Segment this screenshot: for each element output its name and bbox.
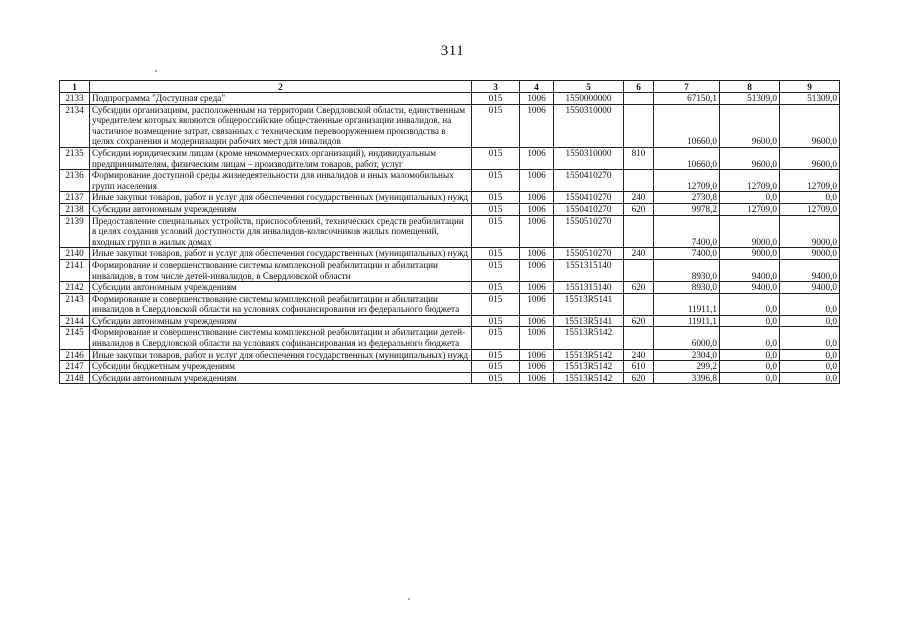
row-name: Формирование и совершенствование системы комплексной реабилитации и абилитации детей-инвалидов в Свердловской области на условиях софинансирования из федерального бюджета [90,327,472,349]
target-code: 1550310000 [554,104,624,147]
target-code: 1550410270 [554,203,624,215]
expense-kind-code: 620 [624,203,654,215]
expense-kind-code: 240 [624,248,654,260]
amount-col8: 9400,0 [720,259,780,281]
table-row [60,293,840,315]
amount-col9: 0,0 [780,349,840,361]
amount-col9: 0,0 [780,361,840,373]
table-row [60,248,840,260]
table-row [60,349,840,361]
target-code: 15513R5141 [554,293,624,315]
expense-kind-code [624,170,654,192]
target-code: 1551315140 [554,259,624,281]
expense-kind-code: 620 [624,315,654,327]
row-number: 2139 [60,215,90,248]
expense-kind-code: 240 [624,192,654,204]
amount-col7: 7400,0 [654,215,720,248]
expense-kind-code [624,259,654,281]
amount-col8: 9400,0 [720,282,780,294]
amount-col8: 9600,0 [720,147,780,169]
row-name: Формирование и совершенствование системы комплексной реабилитации и абилитации инвалидов, в том числе детей-инвалидов, в Свердловской области [90,259,472,281]
ministry-code: 015 [472,282,520,294]
table-row [60,315,840,327]
table-row [60,372,840,384]
column-header-2: 2 [90,81,472,93]
row-name: Предоставление специальных устройств, приспособлений, технических средств реабилитации в целях создания условий доступности для инвалидов-колясочников жилых помещений, входных групп в жилых домах [90,215,472,248]
section-code: 1006 [520,315,554,327]
amount-col8: 0,0 [720,361,780,373]
amount-col7: 10660,0 [654,104,720,147]
ministry-code: 015 [472,327,520,349]
expense-kind-code [624,104,654,147]
amount-col7: 8930,0 [654,259,720,281]
amount-col9: 9600,0 [780,104,840,147]
row-name: Субсидии организациям, расположенным на территории Свердловской области, единственным учредителем которых являются общероссийские общественные организации инвалидов, на частичное возмещение затрат, связанных с техническим перевооружением производства в целях сохранения и модернизации рабочих мест для инвалидов [90,104,472,147]
scan-speck [408,598,410,600]
table-row [60,147,840,169]
section-code: 1006 [520,147,554,169]
row-number: 2137 [60,192,90,204]
ministry-code: 015 [472,170,520,192]
row-number: 2144 [60,315,90,327]
amount-col9: 12709,0 [780,203,840,215]
amount-col8: 51309,0 [720,93,780,105]
row-number: 2135 [60,147,90,169]
amount-col7: 11911,1 [654,293,720,315]
amount-col9: 9000,0 [780,215,840,248]
section-code: 1006 [520,361,554,373]
row-number: 2138 [60,203,90,215]
row-name: Субсидии автономным учреждениям [90,282,472,294]
section-code: 1006 [520,192,554,204]
ministry-code: 015 [472,147,520,169]
ministry-code: 015 [472,104,520,147]
amount-col9: 51309,0 [780,93,840,105]
section-code: 1006 [520,215,554,248]
section-code: 1006 [520,327,554,349]
row-name: Формирование и совершенствование системы комплексной реабилитации и абилитации инвалидов в Свердловской области на условиях софинансирования из федерального бюджета [90,293,472,315]
section-code: 1006 [520,203,554,215]
table-row [60,192,840,204]
target-code: 1550410270 [554,192,624,204]
table-row [60,282,840,294]
expense-kind-code [624,93,654,105]
expense-kind-code [624,215,654,248]
expense-kind-code: 620 [624,282,654,294]
amount-col8: 0,0 [720,315,780,327]
table-row [60,259,840,281]
column-header-1: 1 [60,81,90,93]
amount-col8: 9600,0 [720,104,780,147]
target-code: 15513R5141 [554,315,624,327]
amount-col8: 0,0 [720,349,780,361]
section-code: 1006 [520,349,554,361]
ministry-code: 015 [472,293,520,315]
ministry-code: 015 [472,203,520,215]
target-code: 1550310000 [554,147,624,169]
column-header-5: 5 [554,81,624,93]
expense-kind-code: 610 [624,361,654,373]
page-number: 311 [440,43,465,59]
target-code: 15513R5142 [554,372,624,384]
table-body [60,93,840,384]
section-code: 1006 [520,259,554,281]
row-name: Формирование доступной среды жизнедеятельности для инвалидов и иных маломобильных групп населения [90,170,472,192]
row-number: 2143 [60,293,90,315]
ministry-code: 015 [472,93,520,105]
row-name: Субсидии бюджетным учреждениям [90,361,472,373]
section-code: 1006 [520,93,554,105]
row-number: 2145 [60,327,90,349]
ministry-code: 015 [472,372,520,384]
row-number: 2142 [60,282,90,294]
section-code: 1006 [520,372,554,384]
amount-col7: 7400,0 [654,248,720,260]
expense-kind-code: 810 [624,147,654,169]
row-number: 2134 [60,104,90,147]
amount-col8: 9000,0 [720,215,780,248]
amount-col8: 0,0 [720,192,780,204]
expense-kind-code: 240 [624,349,654,361]
column-header-8: 8 [720,81,780,93]
amount-col7: 3396,8 [654,372,720,384]
row-name: Субсидии юридическим лицам (кроме некоммерческих организаций), индивидуальным предпринимателям, физическим лицам – производителям товаров, работ, услуг [90,147,472,169]
amount-col9: 0,0 [780,293,840,315]
scan-speck [155,70,157,72]
ministry-code: 015 [472,215,520,248]
expense-kind-code: 620 [624,372,654,384]
column-header-6: 6 [624,81,654,93]
amount-col9: 0,0 [780,372,840,384]
row-name: Иные закупки товаров, работ и услуг для обеспечения государственных (муниципальных) нужд [90,349,472,361]
ministry-code: 015 [472,192,520,204]
table-row [60,203,840,215]
row-name: Подпрограмма "Доступная среда" [90,93,472,105]
row-number: 2136 [60,170,90,192]
target-code: 1550000000 [554,93,624,105]
amount-col8: 9000,0 [720,248,780,260]
amount-col9: 9400,0 [780,282,840,294]
amount-col7: 6000,0 [654,327,720,349]
amount-col9: 0,0 [780,327,840,349]
amount-col7: 12709,0 [654,170,720,192]
amount-col8: 12709,0 [720,203,780,215]
amount-col7: 299,2 [654,361,720,373]
amount-col8: 0,0 [720,327,780,349]
expense-kind-code [624,293,654,315]
column-header-4: 4 [520,81,554,93]
section-code: 1006 [520,170,554,192]
row-name: Иные закупки товаров, работ и услуг для обеспечения государственных (муниципальных) нужд [90,248,472,260]
expense-kind-code [624,327,654,349]
section-code: 1006 [520,293,554,315]
section-code: 1006 [520,104,554,147]
amount-col8: 12709,0 [720,170,780,192]
row-name: Субсидии автономным учреждениям [90,372,472,384]
target-code: 15513R5142 [554,361,624,373]
target-code: 1550510270 [554,248,624,260]
target-code: 1551315140 [554,282,624,294]
ministry-code: 015 [472,361,520,373]
table-header-row [60,81,840,93]
ministry-code: 015 [472,349,520,361]
table-row [60,327,840,349]
row-number: 2146 [60,349,90,361]
target-code: 1550510270 [554,215,624,248]
amount-col9: 0,0 [780,192,840,204]
budget-table [59,80,840,384]
column-header-7: 7 [654,81,720,93]
target-code: 15513R5142 [554,327,624,349]
table-row [60,215,840,248]
column-header-9: 9 [780,81,840,93]
row-name: Субсидии автономным учреждениям [90,203,472,215]
ministry-code: 015 [472,259,520,281]
row-number: 2133 [60,93,90,105]
amount-col9: 12709,0 [780,170,840,192]
table-row [60,170,840,192]
section-code: 1006 [520,282,554,294]
amount-col7: 2730,8 [654,192,720,204]
row-number: 2140 [60,248,90,260]
target-code: 1550410270 [554,170,624,192]
table-row [60,104,840,147]
amount-col7: 67150,1 [654,93,720,105]
amount-col7: 10660,0 [654,147,720,169]
amount-col7: 2304,0 [654,349,720,361]
amount-col8: 0,0 [720,372,780,384]
amount-col9: 9400,0 [780,259,840,281]
ministry-code: 015 [472,315,520,327]
row-number: 2148 [60,372,90,384]
amount-col9: 9600,0 [780,147,840,169]
column-header-3: 3 [472,81,520,93]
section-code: 1006 [520,248,554,260]
row-name: Иные закупки товаров, работ и услуг для обеспечения государственных (муниципальных) нужд [90,192,472,204]
ministry-code: 015 [472,248,520,260]
target-code: 15513R5142 [554,349,624,361]
amount-col7: 8930,0 [654,282,720,294]
amount-col8: 0,0 [720,293,780,315]
amount-col9: 9000,0 [780,248,840,260]
amount-col7: 9978,2 [654,203,720,215]
amount-col7: 11911,1 [654,315,720,327]
row-number: 2141 [60,259,90,281]
table-row [60,361,840,373]
table-row [60,93,840,105]
row-number: 2147 [60,361,90,373]
row-name: Субсидии автономным учреждениям [90,315,472,327]
amount-col9: 0,0 [780,315,840,327]
